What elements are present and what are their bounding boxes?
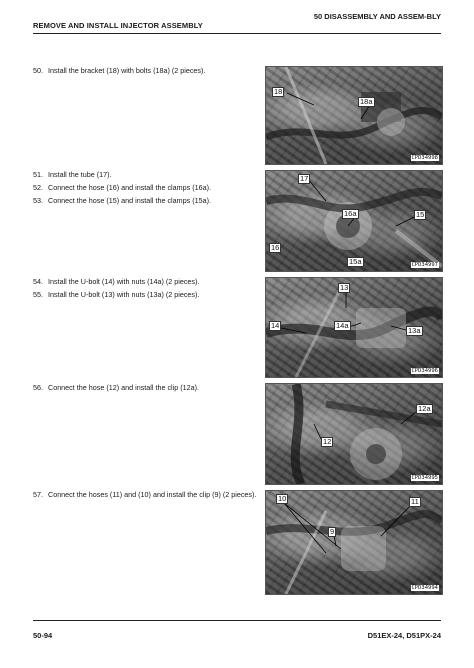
step-52 <box>33 183 261 193</box>
callout-9: 9 <box>330 527 335 536</box>
step-56 <box>33 383 261 393</box>
figure-code: CPD34994 <box>411 585 438 591</box>
step-number: 53. <box>33 196 43 205</box>
step-number: 51. <box>33 170 43 179</box>
callout-15a: 15a <box>349 257 362 266</box>
figure-code: CPD34996 <box>411 368 438 374</box>
callout-15: 15 <box>416 210 425 219</box>
engine-photo-drawing <box>266 171 442 271</box>
callout-14a: 14a <box>336 321 349 330</box>
step-text: Install the U-bolt (13) with nuts (13a) (2 pieces). <box>48 290 200 299</box>
step-number: 55. <box>33 290 43 299</box>
figure-code: CPD34995 <box>411 475 438 481</box>
step-text: Install the bracket (18) with bolts (18a) (2 pieces). <box>48 66 206 75</box>
callout-16a: 16a <box>344 209 357 218</box>
chapter-title: 50 DISASSEMBLY AND ASSEM-BLY <box>313 12 441 21</box>
step-text: Connect the hose (16) and install the clamps (16a). <box>48 183 212 192</box>
step-55 <box>33 290 261 300</box>
page-number: 50-94 <box>33 631 53 640</box>
callout-11: 11 <box>411 497 419 506</box>
step-number: 54. <box>33 277 43 286</box>
callout-14: 14 <box>271 321 280 330</box>
step-text: Install the tube (17). <box>48 170 112 179</box>
figure-code: CPD34998 <box>411 155 438 161</box>
engine-photo-drawing <box>266 384 442 484</box>
step-text: Install the U-bolt (14) with nuts (14a) (2 pieces). <box>48 277 200 286</box>
callout-18: 18 <box>274 87 283 96</box>
step-number: 57. <box>33 490 43 499</box>
callout-10: 10 <box>278 494 287 503</box>
step-54 <box>33 277 261 287</box>
engine-photo-drawing <box>266 67 442 164</box>
figure-cpd34998 <box>265 66 443 165</box>
callout-12a: 12a <box>418 404 431 413</box>
step-51 <box>33 170 261 180</box>
step-text: Connect the hose (15) and install the clamps (15a). <box>48 196 212 205</box>
figure-cpd34996 <box>265 277 443 378</box>
step-number: 52. <box>33 183 43 192</box>
model-names: D51EX-24, D51PX-24 <box>367 631 441 640</box>
step-57 <box>33 490 261 500</box>
header-divider <box>33 33 441 34</box>
step-53 <box>33 196 261 206</box>
step-number: 56. <box>33 383 43 392</box>
callout-17: 17 <box>300 174 309 183</box>
step-text: Connect the hose (12) and install the clip (12a). <box>48 383 200 392</box>
section-title: REMOVE AND INSTALL INJECTOR ASSEMBLY <box>33 21 203 30</box>
callout-12: 12 <box>323 437 332 446</box>
callout-13a: 13a <box>408 326 421 335</box>
figure-code: CPD34997 <box>411 262 438 268</box>
figure-cpd34995 <box>265 383 443 485</box>
callout-16: 16 <box>271 243 280 252</box>
figure-cpd34997 <box>265 170 443 272</box>
figure-cpd34994 <box>265 490 443 595</box>
step-50 <box>33 66 261 76</box>
step-number: 50. <box>33 66 43 75</box>
callout-13: 13 <box>340 283 349 292</box>
callout-18a: 18a <box>360 97 373 106</box>
step-text: Connect the hoses (11) and (10) and install the clip (9) (2 pieces). <box>48 490 257 499</box>
footer-divider <box>33 620 441 621</box>
